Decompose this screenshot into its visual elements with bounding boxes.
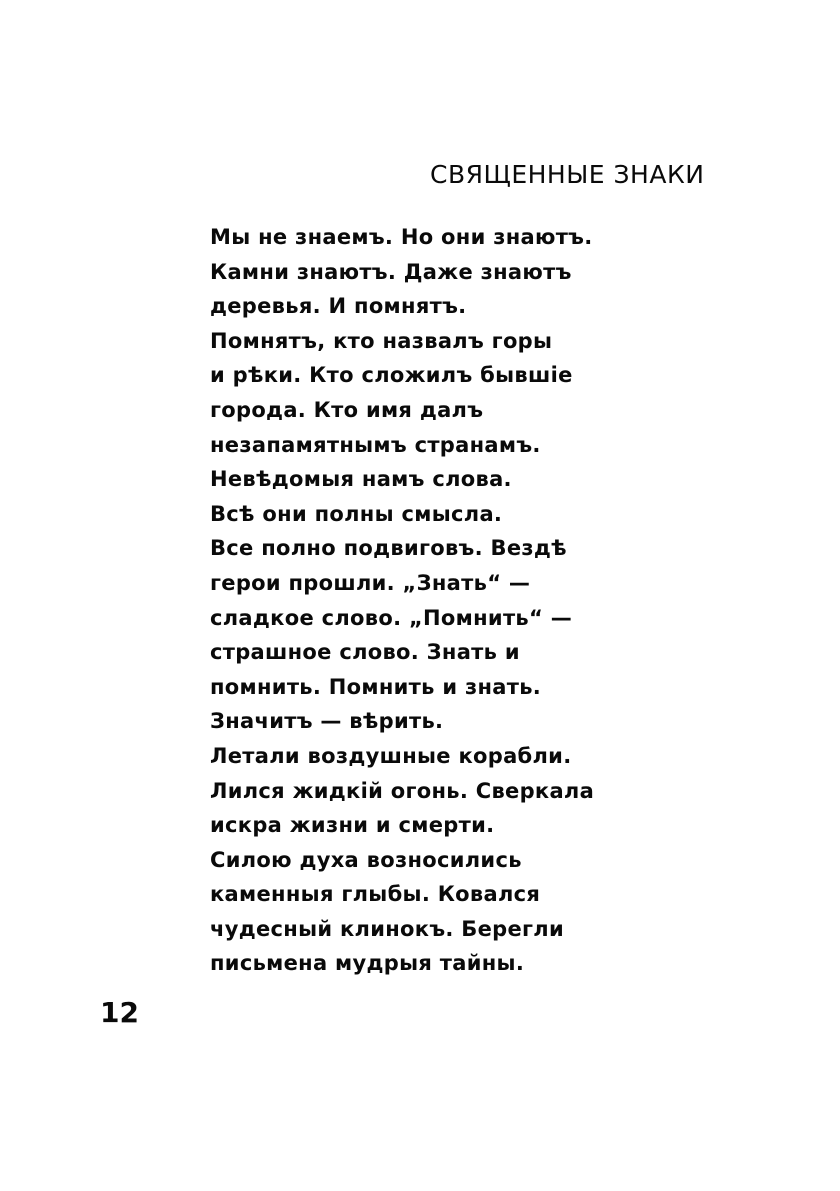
poem-line: страшное слово. Знать и xyxy=(210,640,520,665)
poem-line: деревья. И помнятъ. xyxy=(210,294,467,319)
poem-line: каменныя глыбы. Ковался xyxy=(210,882,541,907)
chapter-title: СВЯЩЕННЫЕ ЗНАКИ xyxy=(430,160,705,189)
poem-line: помнить. Помнить и знать. xyxy=(210,674,542,699)
poem-line: искра жизни и смерти. xyxy=(210,813,495,838)
poem-line: незапамятнымъ странамъ. xyxy=(210,432,541,457)
poem-line: герои прошли. „Знать“ — xyxy=(210,570,531,595)
poem-line: города. Кто имя далъ xyxy=(210,397,484,422)
poem-line: Значитъ — вѣрить. xyxy=(210,709,444,734)
poem-line: Помнятъ, кто назвалъ горы xyxy=(210,328,553,353)
poem-line: Летали воздушные корабли. xyxy=(210,743,572,768)
poem-text xyxy=(210,220,594,981)
poem-line: сладкое слово. „Помнить“ — xyxy=(210,605,573,630)
poem-line: Всѣ они полны смысла. xyxy=(210,501,503,526)
page-number: 12 xyxy=(100,996,139,1029)
poem-line: чудесный клинокъ. Берегли xyxy=(210,916,564,941)
poem-line: Лился жидкій огонь. Сверкала xyxy=(210,778,595,803)
poem-line: письмена мудрыя тайны. xyxy=(210,951,525,976)
poem-line: Все полно подвиговъ. Вездѣ xyxy=(210,536,567,561)
poem-line: Мы не знаемъ. Но они знаютъ. xyxy=(210,225,593,249)
poem-line: Камни знаютъ. Даже знаютъ xyxy=(210,259,572,284)
poem-line: и рѣки. Кто сложилъ бывшіе xyxy=(210,363,573,388)
poem-line: Невѣдомыя намъ слова. xyxy=(210,467,512,492)
poem-line: Силою духа возносились xyxy=(210,847,522,872)
